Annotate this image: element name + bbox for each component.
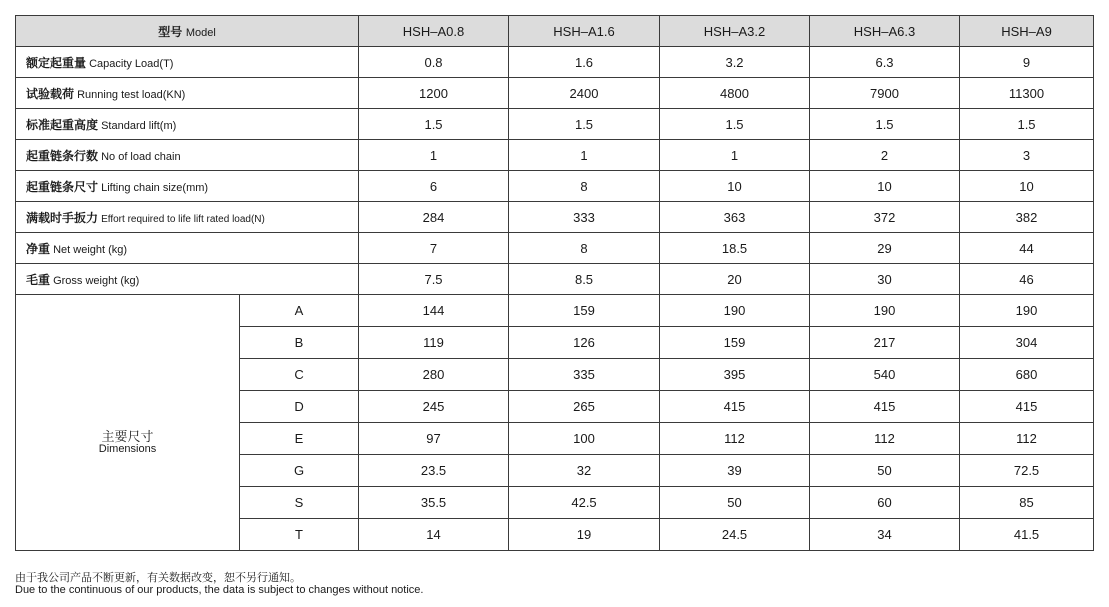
table-cell: 14 xyxy=(359,519,509,551)
model-col-2: HSH–A3.2 xyxy=(660,16,810,47)
table-cell: 10 xyxy=(660,171,810,202)
table-row xyxy=(16,171,1094,202)
param-en: Effort required to life lift rated load(N) xyxy=(101,213,265,225)
table-cell: 1 xyxy=(509,140,660,171)
table-cell: 217 xyxy=(810,327,960,359)
param-zh: 额定起重量 xyxy=(26,55,87,70)
table-row xyxy=(16,109,1094,140)
table-cell: 280 xyxy=(359,359,509,391)
table-cell: 335 xyxy=(509,359,660,391)
table-cell: 112 xyxy=(810,423,960,455)
table-cell: 2 xyxy=(810,140,960,171)
table-cell: 50 xyxy=(810,455,960,487)
table-cell: 30 xyxy=(810,264,960,295)
table-cell: 11300 xyxy=(960,78,1094,109)
table-cell: 39 xyxy=(660,455,810,487)
param-en: Standard lift(m) xyxy=(101,119,177,132)
footnote xyxy=(15,572,423,596)
param-zh: 毛重 xyxy=(26,272,51,287)
table-row xyxy=(16,140,1094,171)
table-cell: 1 xyxy=(359,140,509,171)
table-cell: 284 xyxy=(359,202,509,233)
table-cell: 415 xyxy=(810,391,960,423)
table-cell: 29 xyxy=(810,233,960,264)
spec-table xyxy=(15,15,1094,551)
table-cell: 7.5 xyxy=(359,264,509,295)
table-cell: 10 xyxy=(960,171,1094,202)
table-cell: 2400 xyxy=(509,78,660,109)
param-zh: 净重 xyxy=(26,241,51,256)
table-cell: 372 xyxy=(810,202,960,233)
table-cell: 23.5 xyxy=(359,455,509,487)
table-cell: 112 xyxy=(960,423,1094,455)
table-cell: 3 xyxy=(960,140,1094,171)
table-cell: 3.2 xyxy=(660,47,810,78)
table-cell: 1.5 xyxy=(960,109,1094,140)
dimensions-zh: 主要尺寸 xyxy=(101,428,154,444)
param-label xyxy=(16,47,359,78)
param-zh: 起重链条行数 xyxy=(26,148,99,163)
dimension-label: G xyxy=(240,455,359,487)
table-cell: 333 xyxy=(509,202,660,233)
table-cell: 1200 xyxy=(359,78,509,109)
table-cell: 100 xyxy=(509,423,660,455)
table-cell: 1.5 xyxy=(810,109,960,140)
param-en: Lifting chain size(mm) xyxy=(101,181,209,194)
table-cell: 85 xyxy=(960,487,1094,519)
table-cell: 363 xyxy=(660,202,810,233)
model-header-zh: 型号 xyxy=(158,24,183,39)
model-col-3: HSH–A6.3 xyxy=(810,16,960,47)
param-en: Running test load(KN) xyxy=(77,88,186,101)
table-cell: 245 xyxy=(359,391,509,423)
table-cell: 4800 xyxy=(660,78,810,109)
model-header-en: Model xyxy=(185,26,216,39)
table-cell: 540 xyxy=(810,359,960,391)
table-cell: 395 xyxy=(660,359,810,391)
param-label xyxy=(16,109,359,140)
table-cell: 415 xyxy=(660,391,810,423)
param-label xyxy=(16,233,359,264)
table-cell: 0.8 xyxy=(359,47,509,78)
dimension-label: A xyxy=(240,295,359,327)
table-cell: 24.5 xyxy=(660,519,810,551)
table-cell: 72.5 xyxy=(960,455,1094,487)
table-row xyxy=(16,47,1094,78)
param-en: Net weight (kg) xyxy=(53,243,128,256)
param-zh: 起重链条尺寸 xyxy=(26,179,99,194)
table-cell: 34 xyxy=(810,519,960,551)
table-cell: 8 xyxy=(509,171,660,202)
param-en: No of load chain xyxy=(101,150,181,163)
param-en: Gross weight (kg) xyxy=(53,274,140,287)
table-cell: 144 xyxy=(359,295,509,327)
table-cell: 18.5 xyxy=(660,233,810,264)
table-cell: 126 xyxy=(509,327,660,359)
table-cell: 41.5 xyxy=(960,519,1094,551)
param-label xyxy=(16,171,359,202)
param-label xyxy=(16,78,359,109)
table-cell: 9 xyxy=(960,47,1094,78)
table-cell: 19 xyxy=(509,519,660,551)
table-cell: 50 xyxy=(660,487,810,519)
table-cell: 20 xyxy=(660,264,810,295)
dimension-label: S xyxy=(240,487,359,519)
table-cell: 60 xyxy=(810,487,960,519)
param-label xyxy=(16,202,359,233)
param-label xyxy=(16,140,359,171)
dimension-label: E xyxy=(240,423,359,455)
table-cell: 1.5 xyxy=(660,109,810,140)
footnote-zh: 由于我公司产品不断更新，有关数据改变，恕不另行通知。 xyxy=(15,572,301,584)
table-cell: 97 xyxy=(359,423,509,455)
table-cell: 190 xyxy=(660,295,810,327)
table-cell: 112 xyxy=(660,423,810,455)
table-row xyxy=(16,78,1094,109)
table-cell: 1.6 xyxy=(509,47,660,78)
table-cell: 265 xyxy=(509,391,660,423)
table-cell: 1 xyxy=(660,140,810,171)
table-cell: 42.5 xyxy=(509,487,660,519)
table-cell: 32 xyxy=(509,455,660,487)
param-label xyxy=(16,264,359,295)
dimension-label: C xyxy=(240,359,359,391)
table-cell: 10 xyxy=(810,171,960,202)
model-col-1: HSH–A1.6 xyxy=(509,16,660,47)
table-row xyxy=(16,233,1094,264)
param-zh: 试验载荷 xyxy=(26,86,75,101)
table-cell: 44 xyxy=(960,233,1094,264)
table-cell: 680 xyxy=(960,359,1094,391)
table-cell: 46 xyxy=(960,264,1094,295)
table-cell: 190 xyxy=(960,295,1094,327)
table-cell: 119 xyxy=(359,327,509,359)
table-cell: 159 xyxy=(509,295,660,327)
dimensions-en: Dimensions xyxy=(98,442,157,455)
table-cell: 159 xyxy=(660,327,810,359)
table-cell: 6 xyxy=(359,171,509,202)
param-en: Capacity Load(T) xyxy=(89,57,174,70)
table-cell: 6.3 xyxy=(810,47,960,78)
model-col-4: HSH–A9 xyxy=(960,16,1094,47)
table-cell: 35.5 xyxy=(359,487,509,519)
table-cell: 7900 xyxy=(810,78,960,109)
table-cell: 304 xyxy=(960,327,1094,359)
table-cell: 7 xyxy=(359,233,509,264)
footnote-en: Due to the continuous of our products, the data is subject to changes without notice. xyxy=(15,584,424,596)
table-cell: 382 xyxy=(960,202,1094,233)
dimensions-group-label xyxy=(16,295,240,551)
table-cell: 8.5 xyxy=(509,264,660,295)
param-zh: 满载时手扳力 xyxy=(26,210,99,225)
dimension-label: D xyxy=(240,391,359,423)
model-header xyxy=(16,16,359,47)
dimension-row xyxy=(16,295,1094,327)
model-col-0: HSH–A0.8 xyxy=(359,16,509,47)
table-row xyxy=(16,264,1094,295)
table-row xyxy=(16,202,1094,233)
table-cell: 190 xyxy=(810,295,960,327)
table-cell: 1.5 xyxy=(509,109,660,140)
table-cell: 1.5 xyxy=(359,109,509,140)
table-cell: 8 xyxy=(509,233,660,264)
param-zh: 标准起重高度 xyxy=(26,117,99,132)
dimension-label: T xyxy=(240,519,359,551)
table-cell: 415 xyxy=(960,391,1094,423)
dimension-label: B xyxy=(240,327,359,359)
header-row xyxy=(16,16,1094,47)
